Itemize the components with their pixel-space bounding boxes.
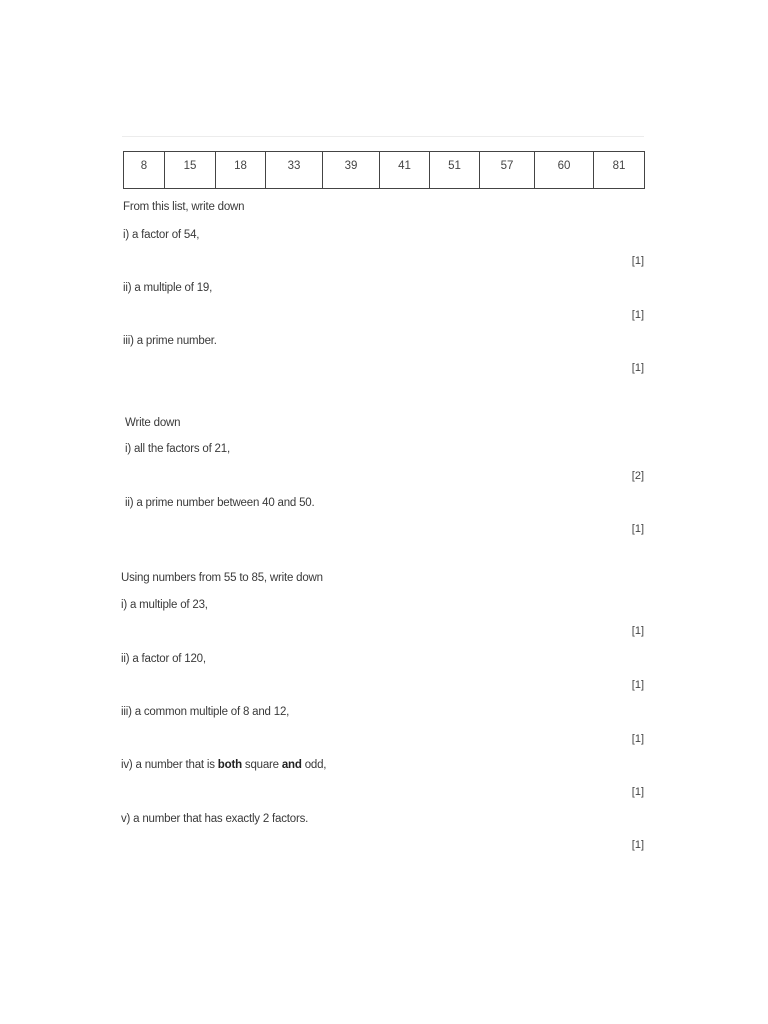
q1-intro: From this list, write down [123,201,245,213]
number-cell: 57 [480,152,535,189]
q3-part-ii: ii) a factor of 120, [121,653,206,665]
q3-part-i-mark: [1] [631,625,644,637]
q3-part-iv-post: odd, [301,759,327,771]
q2-part-ii: ii) a prime number between 40 and 50. [125,497,315,509]
number-cell: 60 [535,152,594,189]
q1-part-iii: iii) a prime number. [123,335,217,347]
number-cell: 8 [124,152,165,189]
q3-part-iv [121,759,326,771]
q3-part-v-mark: [1] [631,839,644,851]
q1-part-iii-mark: [1] [631,362,644,374]
q2-intro: Write down [125,417,181,429]
q1-part-i: i) a factor of 54, [123,229,200,241]
q3-part-iii-mark: [1] [631,733,644,745]
q1-part-ii-mark: [1] [631,309,644,321]
number-cell: 41 [380,152,430,189]
q3-part-ii-mark: [1] [631,679,644,691]
q1-part-ii: ii) a multiple of 19, [123,282,213,294]
number-cell: 18 [216,152,266,189]
q3-intro: Using numbers from 55 to 85, write down [121,572,323,584]
q2-part-i: i) all the factors of 21, [125,443,230,455]
q3-part-iv-bold-both: both [217,759,242,771]
q3-part-v: v) a number that has exactly 2 factors. [121,813,309,825]
q3-part-iv-bold-and: and [281,759,302,771]
number-cell: 33 [266,152,323,189]
number-list-row [124,152,645,189]
q3-part-iv-mid: square [241,759,282,771]
q3-part-iii: iii) a common multiple of 8 and 12, [121,706,290,718]
q1-part-i-mark: [1] [631,255,644,267]
number-cell: 15 [165,152,216,189]
number-cell: 51 [430,152,480,189]
q2-part-i-mark: [2] [631,470,644,482]
q2-part-ii-mark: [1] [631,523,644,535]
q3-part-iv-mark: [1] [631,786,644,798]
number-cell: 39 [323,152,380,189]
top-divider [122,136,644,137]
number-list-table [123,151,645,189]
q3-part-i: i) a multiple of 23, [121,599,208,611]
number-cell: 81 [594,152,645,189]
q3-part-iv-pre: iv) a number that is [121,759,218,771]
